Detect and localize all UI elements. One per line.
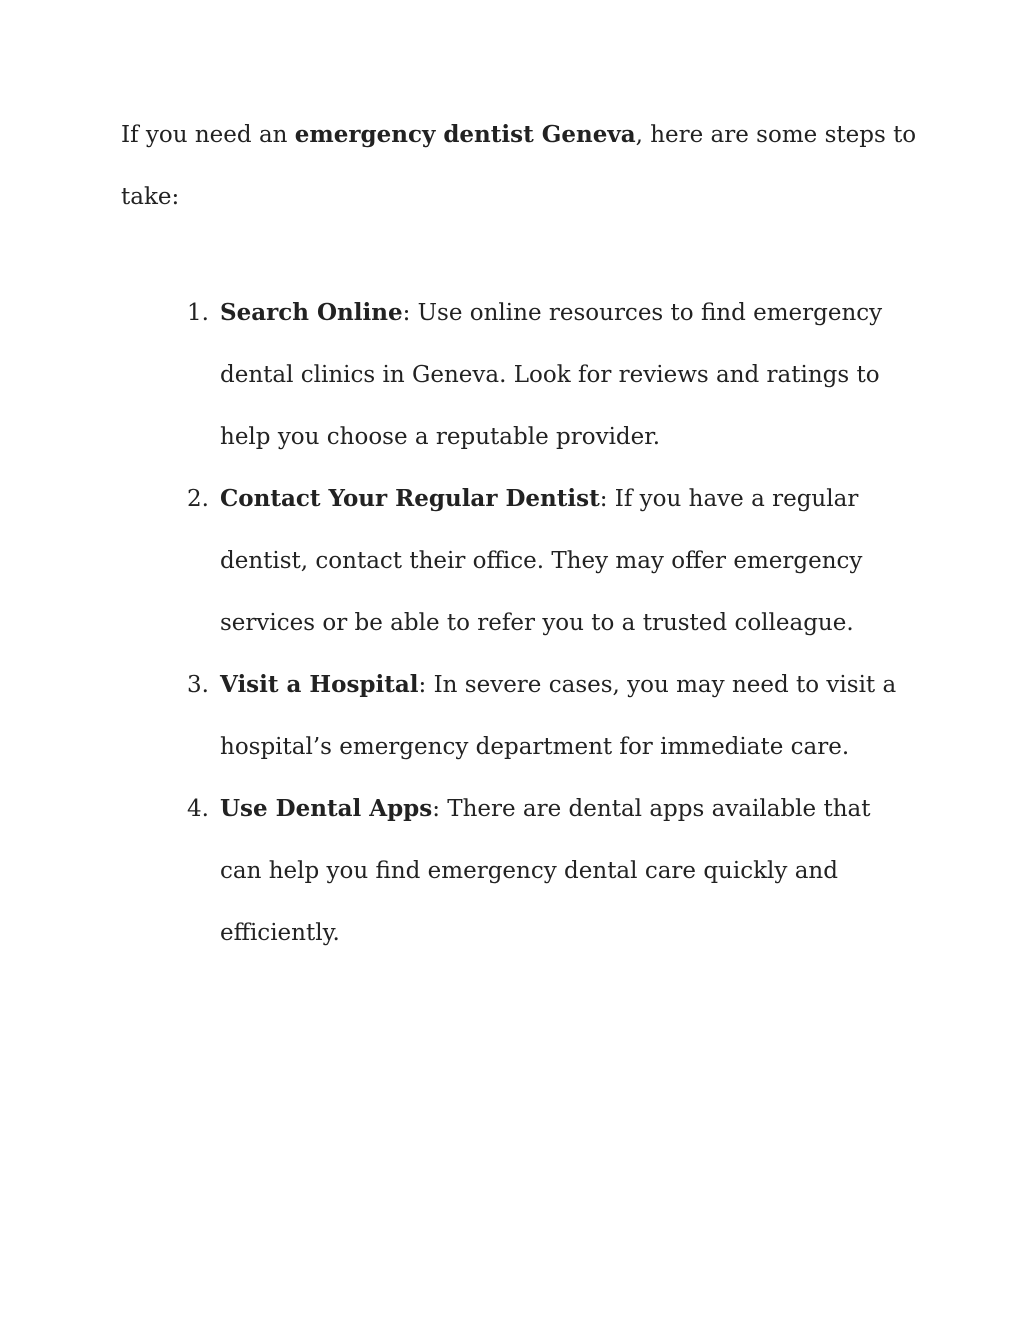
step-number: 4. [187,796,209,822]
list-item-step-1 [0,282,910,468]
intro-paragraph [121,104,921,228]
step-title: Use Dental Apps [220,795,433,822]
step-number: 2. [187,486,209,512]
step-text: : In severe cases, you may need to visit a hospital’s emergency department for immediate care. [220,672,897,760]
step-text: : Use online resources to find emergency dental clinics in Geneva. Look for reviews and ratings to help you choose a reputable provider. [220,300,883,450]
intro-keyword: emergency dentist Geneva [294,121,636,148]
step-title: Contact Your Regular Dentist [220,485,600,512]
step-text: : There are dental apps available that can help you find emergency dental care quickly and efficiently. [220,796,871,946]
step-number: 1. [187,300,209,326]
step-text: : If you have a regular dentist, contact their office. They may offer emergency services or be able to refer you to a trusted colleague. [220,486,863,636]
step-title: Search Online [220,299,403,326]
intro-text-before: If you need an [121,122,295,148]
step-number: 3. [187,672,209,698]
step-title: Visit a Hospital [220,671,419,698]
steps-list [0,282,1024,964]
list-item-step-4 [0,778,910,964]
list-item-step-3 [0,654,910,778]
list-item-step-2 [0,468,910,654]
intro-text-after: , here are some steps to take: [121,122,917,210]
